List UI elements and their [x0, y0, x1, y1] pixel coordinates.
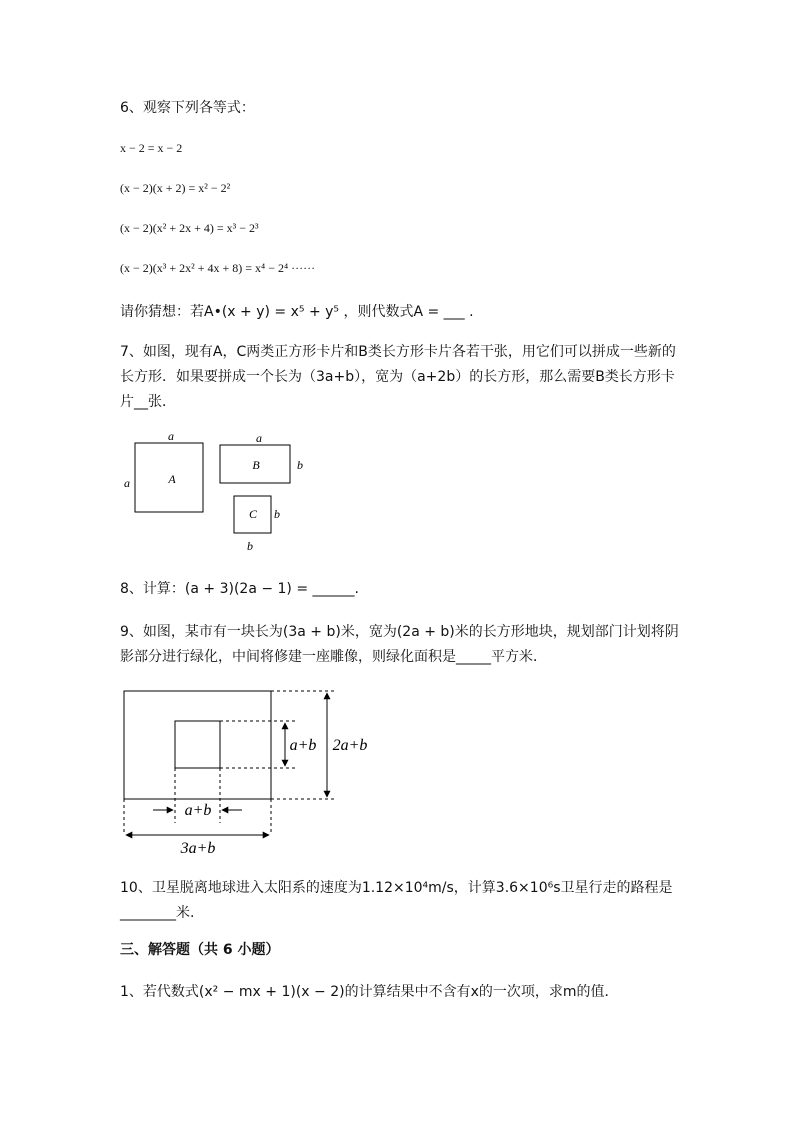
- label-outer-width: 3a+b: [180, 840, 216, 857]
- label-a-left: a: [124, 476, 130, 490]
- q9-text: 9、如图，某市有一块长为(3a + b)米，宽为(2a + b)米的长方形地块，规划部门计划将阴影部分进行绿化，中间将修建一座雕像，则绿化面积是_____平方米．: [120, 624, 679, 665]
- section3-title: 三、解答题（共 6 小题）: [120, 942, 280, 958]
- q7-figure: [118, 425, 318, 560]
- label-b-card-b: b: [297, 458, 303, 472]
- label-inner-width: a+b: [184, 802, 212, 819]
- q6-equation-2: (x − 2)(x + 2) = x² − 2²: [120, 181, 231, 195]
- q6-equation-3: (x − 2)(x² + 2x + 4) = x³ − 2³: [120, 221, 259, 235]
- statue-square: [175, 721, 220, 768]
- label-A: A: [168, 472, 176, 486]
- q6-guess: 请你猜想：若A•(x + y) = x⁵ + y⁵ ，则代数式A = ___ .: [120, 304, 474, 320]
- q7-text: 7、如图，现有A，C两类正方形卡片和B类长方形卡片各若干张，用它们可以拼成一些新的长方形．如果要拼成一个长为（3a+b），宽为（a+2b）的长方形，那么需要B类长方形卡片__张．: [120, 344, 676, 410]
- label-b-card-c-bottom: b: [247, 539, 253, 553]
- outer-plot-rect: [124, 691, 271, 799]
- label-b-card-c-right: b: [274, 507, 280, 521]
- s1-text: 1、若代数式(x² − mx + 1)(x − 2)的计算结果中不含有x的一次项，求m的值．: [120, 984, 619, 1000]
- label-B: B: [252, 458, 260, 472]
- q6-equation-4: (x − 2)(x³ + 2x² + 4x + 8) = x⁴ − 2⁴ ······: [120, 261, 316, 275]
- q10-text: 10、卫星脱离地球进入太阳系的速度为1.12×10⁴m/s，计算3.6×10⁶s卫星行走的路程是________米.: [120, 880, 673, 921]
- q6-title: 6、观察下列各等式：: [120, 100, 255, 116]
- q6-equation-1: x − 2 = x − 2: [120, 141, 183, 155]
- label-C: C: [248, 507, 258, 521]
- label-outer-height: 2a+b: [332, 737, 368, 754]
- q8-text: 8、计算：(a + 3)(2a − 1) = ______.: [120, 581, 359, 597]
- label-a-top: a: [168, 429, 174, 443]
- q9-figure: [115, 683, 385, 863]
- label-inner-height: a+b: [289, 737, 317, 754]
- label-b-card-a: a: [256, 431, 262, 445]
